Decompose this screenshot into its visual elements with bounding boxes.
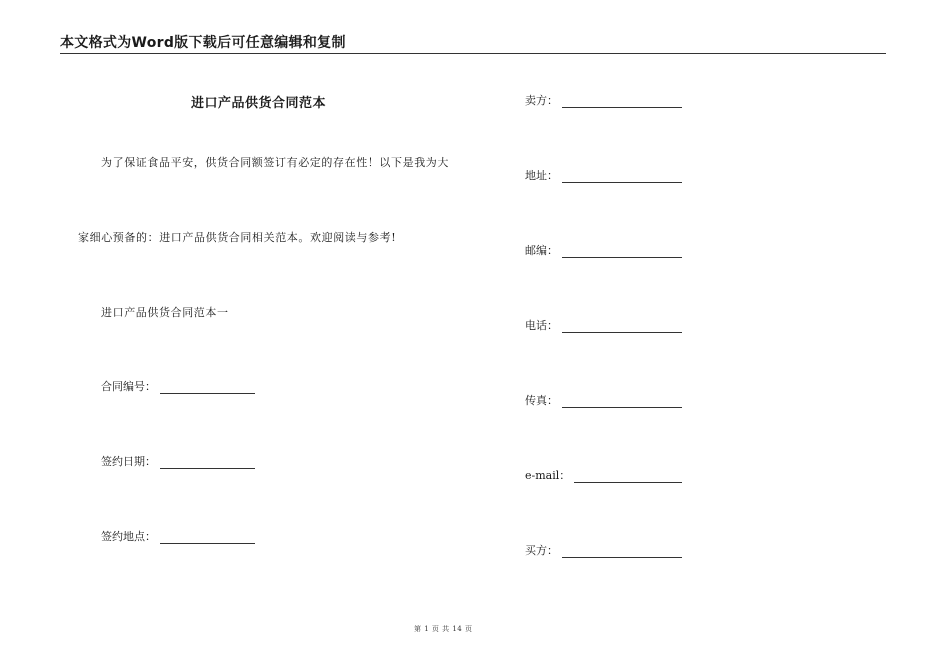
field-label: e-mail： xyxy=(525,469,571,482)
field-label: 签约日期： xyxy=(101,455,156,468)
fax-field xyxy=(525,392,682,408)
email-field xyxy=(525,467,682,483)
field-label: 传真： xyxy=(525,394,558,407)
blank-line[interactable] xyxy=(574,471,682,483)
phone-field xyxy=(525,317,682,333)
signing-place-field xyxy=(101,528,255,544)
blank-line[interactable] xyxy=(562,96,682,108)
address-field xyxy=(525,167,682,183)
page-header xyxy=(60,34,886,54)
blank-line[interactable] xyxy=(562,246,682,258)
section-title: 进口产品供货合同范本一 xyxy=(101,306,229,319)
signing-date-field xyxy=(101,453,255,469)
document-title: 进口产品供货合同范本 xyxy=(191,96,327,111)
postcode-field xyxy=(525,242,682,258)
field-label: 电话： xyxy=(525,319,558,332)
field-label: 签约地点： xyxy=(101,530,156,543)
buyer-field xyxy=(525,542,682,558)
contract-number-field xyxy=(101,378,255,394)
header-text: 本文格式为Word版下载后可任意编辑和复制 xyxy=(60,35,346,51)
field-label: 合同编号： xyxy=(101,380,156,393)
intro-line-2: 家细心预备的：进口产品供货合同相关范本。欢迎阅读与参考! xyxy=(78,231,397,244)
intro-line-1: 为了保证食品平安，供货合同额签订有必定的存在性！以下是我为大 xyxy=(101,156,449,169)
page-footer: 第 1 页 共 14 页 xyxy=(414,625,473,633)
blank-line[interactable] xyxy=(562,321,682,333)
field-label: 邮编： xyxy=(525,244,558,257)
seller-field xyxy=(525,92,682,108)
blank-line[interactable] xyxy=(160,532,255,544)
blank-line[interactable] xyxy=(562,396,682,408)
blank-line[interactable] xyxy=(562,171,682,183)
blank-line[interactable] xyxy=(160,457,255,469)
field-label: 买方： xyxy=(525,544,558,557)
blank-line[interactable] xyxy=(562,546,682,558)
field-label: 卖方： xyxy=(525,94,558,107)
field-label: 地址： xyxy=(525,169,558,182)
blank-line[interactable] xyxy=(160,382,255,394)
